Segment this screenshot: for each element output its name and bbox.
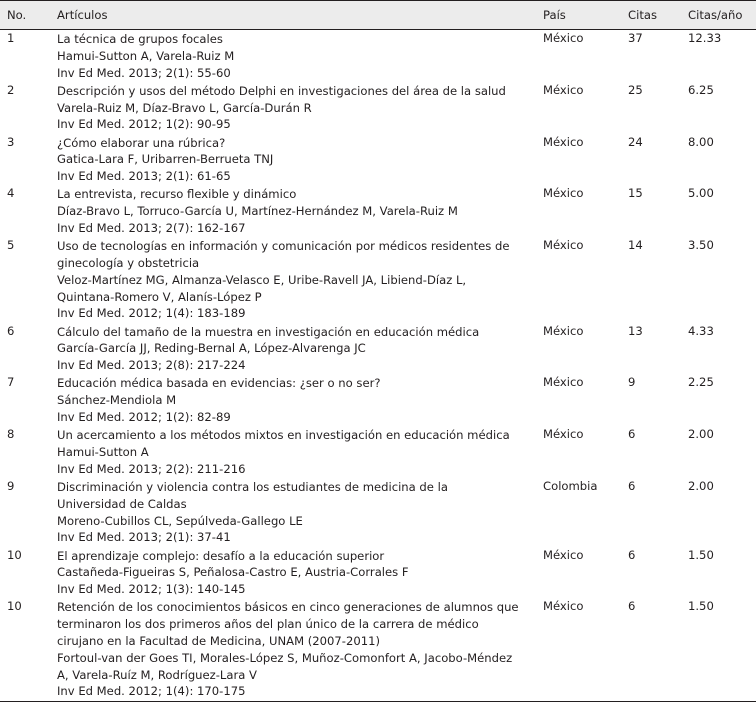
row-citations-per-year: 2.00 [688, 478, 714, 493]
article-line: Inv Ed Med. 2013; 2(1): 37-41 [57, 530, 231, 545]
article-line: El aprendizaje complejo: desafío a la educación superior [57, 548, 385, 563]
table-row [0, 323, 756, 375]
table-row [0, 30, 756, 82]
row-number: 4 [7, 186, 15, 201]
row-citations: 9 [628, 375, 636, 390]
article-line: Cálculo del tamaño de la muestra en investigación en educación médica [57, 324, 480, 339]
article-line: Inv Ed Med. 2012; 1(2): 90-95 [57, 117, 231, 132]
article-line: Quintana-Romero V, Alanís-López P [57, 289, 262, 304]
row-citations: 25 [628, 82, 643, 97]
row-article [57, 479, 533, 546]
row-citations-per-year: 2.00 [688, 427, 714, 442]
article-line: terminaron los dos primeros años del plan único de la carrera de médico [57, 617, 479, 632]
row-number: 10 [7, 547, 22, 562]
article-line: Hamui-Sutton A, Varela-Ruiz M [57, 48, 235, 63]
table-row [0, 82, 756, 134]
row-number: 2 [7, 82, 15, 97]
row-citations-per-year: 8.00 [688, 134, 714, 149]
row-article [57, 375, 533, 425]
header-no: No. [7, 8, 27, 22]
row-citations-per-year: 12.33 [688, 31, 722, 45]
row-country: México [543, 547, 584, 562]
article-line: Veloz-Martínez MG, Almanza-Velasco E, Uribe-Ravell JA, Libiend-Díaz L, [57, 272, 467, 287]
row-article [57, 186, 533, 236]
row-country: Colombia [543, 478, 598, 493]
article-line: Moreno-Cubillos CL, Sepúlveda-Gallego LE [57, 513, 303, 528]
row-citations: 6 [628, 547, 636, 562]
row-country: México [543, 323, 584, 338]
article-line: Castañeda-Figueiras S, Peñalosa-Castro E, Austria-Corrales F [57, 565, 409, 580]
row-article [57, 135, 533, 185]
article-line: Inv Ed Med. 2012; 1(3): 140-145 [57, 582, 246, 597]
row-country: México [543, 134, 584, 149]
header-citas: Citas [628, 8, 658, 22]
table-row [0, 426, 756, 478]
article-line: Educación médica basada en evidencias: ¿ser o no ser? [57, 376, 381, 391]
row-citations-per-year: 5.00 [688, 186, 714, 201]
row-citations-per-year: 4.33 [688, 323, 714, 338]
row-country: México [543, 31, 584, 45]
article-line: Un acercamiento a los métodos mixtos en investigación en educación médica [57, 428, 510, 443]
article-line: Inv Ed Med. 2012; 1(4): 170-175 [57, 684, 246, 699]
article-line: La técnica de grupos focales [57, 32, 223, 46]
row-article [57, 324, 533, 374]
article-line: Uso de tecnologías en información y comunicación por médicos residentes de [57, 239, 510, 254]
row-citations: 24 [628, 134, 643, 149]
row-country: México [543, 427, 584, 442]
article-line: Inv Ed Med. 2013; 2(1): 55-60 [57, 65, 231, 80]
article-line: Discriminación y violencia contra los estudiantes de medicina de la [57, 479, 448, 494]
article-line: García-García JJ, Reding-Bernal A, López-Alvarenga JC [57, 341, 366, 356]
article-line: ginecología y obstetricia [57, 255, 200, 270]
article-line: Inv Ed Med. 2013; 2(7): 162-167 [57, 220, 246, 235]
row-country: México [543, 186, 584, 201]
row-country: México [543, 599, 584, 614]
row-citations: 15 [628, 186, 643, 201]
article-line: cirujano en la Facultad de Medicina, UNAM (2007-2011) [57, 633, 381, 648]
row-number: 5 [7, 238, 15, 253]
row-citations-per-year: 3.50 [688, 238, 714, 253]
table-row [0, 598, 756, 700]
article-line: Inv Ed Med. 2012; 1(4): 183-189 [57, 306, 246, 321]
row-number: 10 [7, 599, 22, 614]
article-line: ¿Cómo elaborar una rúbrica? [57, 135, 226, 150]
table-body [0, 30, 756, 701]
row-article [57, 31, 533, 81]
article-line: Inv Ed Med. 2013; 2(2): 211-216 [57, 461, 246, 476]
row-number: 1 [7, 31, 15, 45]
article-line: Varela-Ruiz M, Díaz-Bravo L, García-Durán R [57, 100, 312, 115]
article-line: Inv Ed Med. 2013; 2(1): 61-65 [57, 169, 231, 184]
row-article [57, 238, 533, 322]
row-citations: 6 [628, 478, 636, 493]
row-citations-per-year: 1.50 [688, 547, 714, 562]
article-line: A, Varela-Ruíz M, Rodríguez-Lara V [57, 667, 257, 682]
article-line: Fortoul-van der Goes TI, Morales-López S, Muñoz-Comonfort A, Jacobo-Méndez [57, 650, 513, 665]
row-country: México [543, 82, 584, 97]
row-number: 3 [7, 134, 15, 149]
article-line: Gatica-Lara F, Uribarren-Berrueta TNJ [57, 152, 274, 167]
table-row [0, 134, 756, 186]
article-line: Retención de los conocimientos básicos en cinco generaciones de alumnos que [57, 600, 519, 615]
table-row [0, 374, 756, 426]
row-citations: 6 [628, 599, 636, 614]
article-line: Descripción y usos del método Delphi en investigaciones del área de la salud [57, 83, 506, 98]
row-citations-per-year: 2.25 [688, 375, 714, 390]
table-header [0, 0, 756, 30]
row-article [57, 427, 533, 477]
row-article [57, 83, 533, 133]
row-citations: 14 [628, 238, 643, 253]
article-line: Díaz-Bravo L, Torruco-García U, Martínez-Hernández M, Varela-Ruiz M [57, 204, 458, 219]
row-number: 8 [7, 427, 15, 442]
article-line: Hamui-Sutton A [57, 444, 149, 459]
row-number: 9 [7, 478, 15, 493]
row-number: 6 [7, 323, 15, 338]
row-citations: 6 [628, 427, 636, 442]
table-row [0, 478, 756, 547]
row-citations: 13 [628, 323, 643, 338]
row-citations-per-year: 6.25 [688, 82, 714, 97]
row-citations: 37 [628, 31, 643, 45]
article-line: Inv Ed Med. 2013; 2(8): 217-224 [57, 358, 246, 373]
article-line: Universidad de Caldas [57, 496, 187, 511]
row-country: México [543, 375, 584, 390]
header-pais: País [543, 8, 566, 22]
header-citas-ano: Citas/año [688, 8, 743, 22]
table-row [0, 237, 756, 322]
header-articulos: Artículos [57, 8, 108, 22]
article-line: Sánchez-Mendiola M [57, 393, 177, 408]
table-row [0, 185, 756, 237]
row-citations-per-year: 1.50 [688, 599, 714, 614]
row-article [57, 599, 533, 700]
row-number: 7 [7, 375, 15, 390]
row-article [57, 548, 533, 598]
table-row [0, 547, 756, 599]
table-bottom-rule [0, 701, 756, 702]
article-line: Inv Ed Med. 2012; 1(2): 82-89 [57, 409, 231, 424]
row-country: México [543, 238, 584, 253]
article-line: La entrevista, recurso flexible y dinámico [57, 187, 297, 202]
